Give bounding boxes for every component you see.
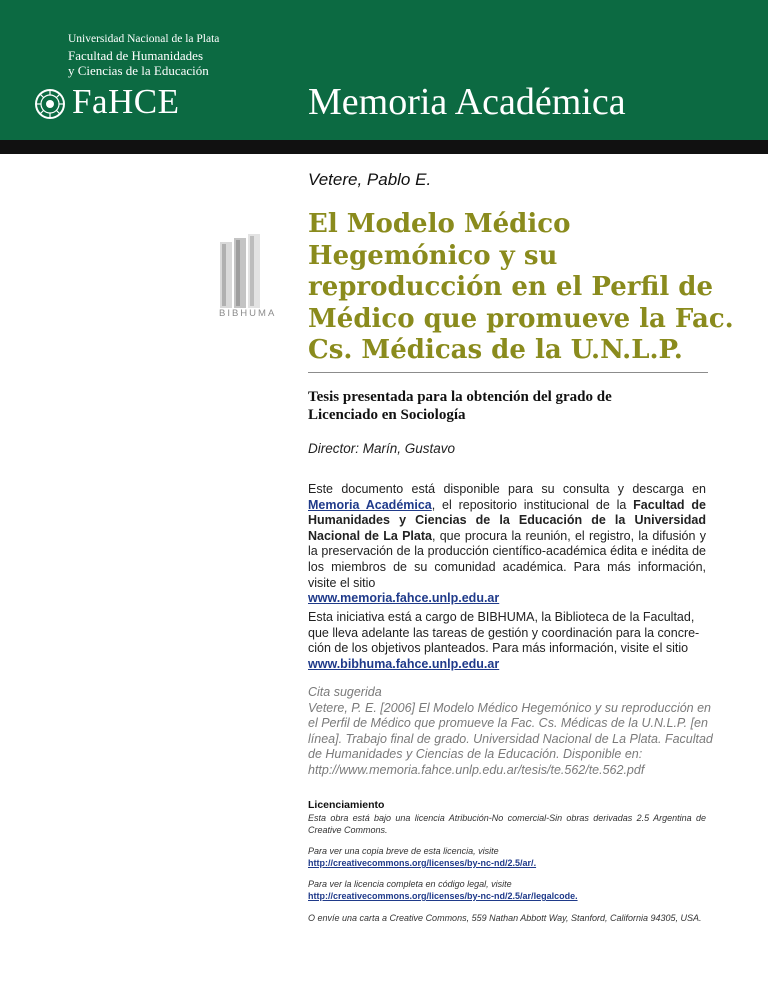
header-banner: [0, 0, 768, 140]
bibhuma-url-link[interactable]: www.bibhuma.fahce.unlp.edu.ar: [308, 656, 500, 671]
license-full-link[interactable]: http://creativecommons.org/licenses/by-nc-nd/2.5/ar/legalcode.: [308, 891, 578, 901]
citation-heading: Cita sugerida: [308, 685, 382, 699]
license-mail-text: O envíe una carta a Creative Commons, 559 Nathan Abbott Way, Stanford, California 94305, USA.: [308, 913, 702, 923]
document-title: [308, 209, 748, 367]
title-divider: [308, 372, 708, 373]
availability-text: , que procura la reunión, el registro, la difusión y la preservación de la producción científico-académica édita e inédita de los miembros de su comunidad académica. Para más información, visite el sitio: [308, 528, 706, 590]
license-short-label: Para ver una copia breve de esta licencia, visite: [308, 846, 499, 856]
memoria-academica-link[interactable]: Memoria Académica: [308, 497, 432, 512]
availability-text: Este documento está disponible para su consulta y descarga en: [308, 482, 706, 496]
bibhuma-text: Esta iniciativa está a cargo de BIBHUMA, la Biblioteca de la Facultad, que lleva adelante las tareas de gestión y coordinación para la concre-ción de los objetivos planteados. Para más información, visite el sitio: [308, 610, 700, 656]
fahce-logo[interactable]: FaHCE: [72, 82, 180, 121]
faculty-name-line1: Facultad de Humanidades: [68, 48, 204, 63]
title-line: Médico que promueve la Fac.: [308, 303, 734, 334]
license-short-link[interactable]: http://creativecommons.org/licenses/by-nc-nd/2.5/ar/.: [308, 858, 537, 868]
repository-name: Memoria Académica: [308, 81, 626, 123]
license-text: Esta obra está bajo una licencia Atribución-No comercial-Sin obras derivadas 2.5 Argentina de Creative Commons.: [308, 813, 706, 835]
title-line: Cs. Médicas de la U.N.L.P.: [308, 335, 683, 365]
citation-text: Vetere, P. E. [2006] El Modelo Médico Hegemónico y su reproducción en el Perfil de Médico que promueve la Fac. Cs. Médicas de la U.N.L.P. [en línea]. Trabajo final de grado. Universidad Nacional de La Plata. Facultad de Humanidades y Ciencias de la Educación. Disponible en: http://www.memoria.fahce.unlp.edu.ar/tesis/te.562/te.562.pdf: [308, 700, 713, 777]
document-author: Vetere, Pablo E.: [308, 170, 432, 189]
title-line: Hegemónico y su: [308, 240, 558, 271]
citation-block: [308, 685, 713, 778]
degree-line: Tesis presentada para la obtención del grado de: [308, 389, 612, 405]
license-full-label: Para ver la licencia completa en código legal, visite: [308, 879, 512, 889]
bibhuma-paragraph: [308, 610, 706, 672]
bibhuma-label: BIBHUMA: [219, 308, 277, 319]
license-short-block: [308, 845, 706, 869]
degree-statement: [308, 388, 728, 424]
director-name: Director: Marín, Gustavo: [308, 441, 456, 456]
license-full-block: [308, 878, 706, 902]
university-name: Universidad Nacional de la Plata: [68, 33, 220, 45]
availability-paragraph: [308, 482, 706, 607]
faculty-name-line2: y Ciencias de la Educación: [68, 63, 209, 78]
faculty-bold-text: Facultad de Humanidades y Ciencias de la Educación de la Universidad Nacional de La Plata: [308, 497, 706, 543]
title-line: El Modelo Médico: [308, 209, 571, 239]
license-heading: Licenciamiento: [308, 799, 385, 811]
memoria-url-link[interactable]: www.memoria.fahce.unlp.edu.ar: [308, 591, 500, 606]
title-line: reproducción en el Perfil de: [308, 272, 713, 302]
header-divider: [0, 140, 768, 154]
degree-line: Licenciado en Sociología: [308, 407, 466, 423]
availability-text: , el repositorio institucional de la: [431, 497, 634, 512]
university-seal-icon: [34, 88, 66, 120]
